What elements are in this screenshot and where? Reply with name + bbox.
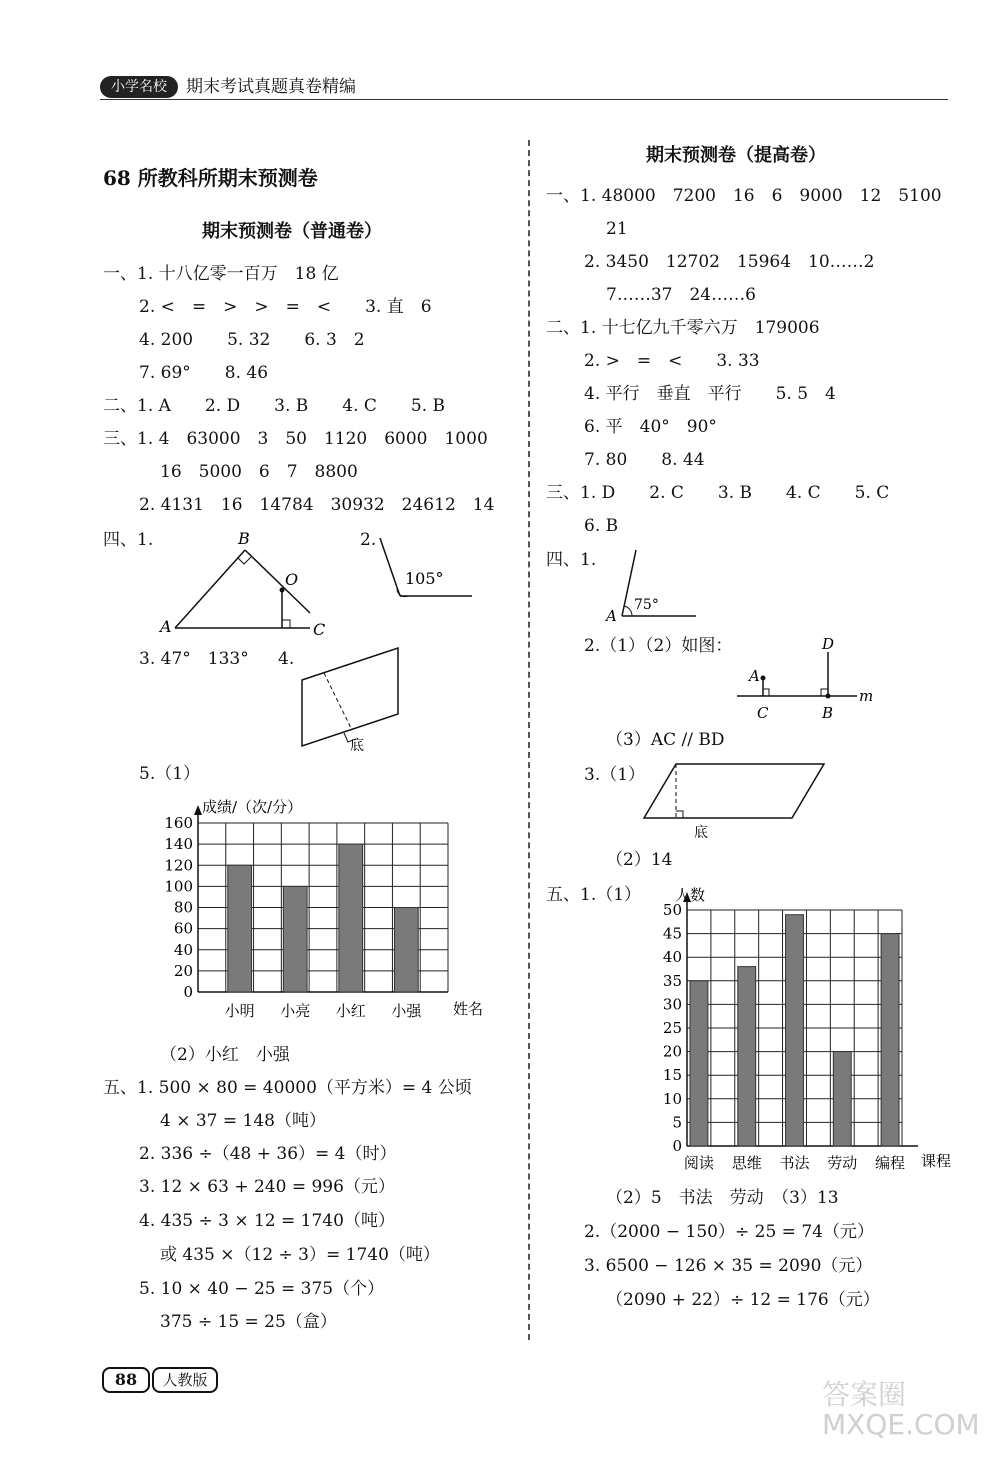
label-A: A: [749, 667, 760, 685]
angle-105-figure: [378, 528, 478, 603]
answer-line: 五、1. 500 × 80 = 40000（平方米）= 4 公顷: [103, 1078, 472, 1098]
answer-line: 2. 4131 16 14784 30932 24612 14: [139, 495, 495, 515]
answer-line: 3. 6500 − 126 × 35 = 2090（元）: [584, 1256, 873, 1276]
answer-line: 16 5000 6 7 8800: [160, 462, 358, 482]
answer-line: （2）小红 小强: [160, 1045, 290, 1065]
answer-line: 二、1. A 2. D 3. B 4. C 5. B: [103, 396, 446, 416]
category-label: 思维: [731, 1154, 762, 1172]
answer-line: 五、1.（1）: [546, 885, 642, 905]
header-badge: 小学名校: [100, 76, 178, 98]
answer-line: 2. < = > > = < 3. 直 6: [139, 297, 432, 317]
bar: [339, 844, 363, 992]
label-B: B: [822, 704, 834, 722]
answer-line: 375 ÷ 15 = 25（盒）: [160, 1312, 337, 1332]
category-label: 劳动: [827, 1154, 858, 1172]
answer-line: 7. 69° 8. 46: [139, 363, 269, 383]
answer-line: 四、1.: [546, 550, 597, 570]
category-label: 编程: [875, 1154, 906, 1172]
answer-line: 5. 10 × 40 − 25 = 375（个）: [139, 1279, 385, 1299]
chart-ylabel: 成绩/（次/分）: [202, 798, 303, 816]
answer-line: （2090 + 22）÷ 12 = 176（元）: [606, 1290, 880, 1310]
parallelogram-figure: [300, 644, 402, 756]
bar: [786, 915, 804, 1146]
page-number: 88: [102, 1367, 150, 1393]
answer-line: 6. 平 40° 90°: [584, 417, 717, 437]
angle-75-figure: [604, 544, 700, 626]
parallelogram-figure: [642, 760, 828, 842]
tick-label: 60: [173, 919, 193, 938]
category-label: 小明: [224, 1002, 255, 1020]
answer-line: 3. 47° 133°: [139, 649, 249, 669]
tick-label: 10: [662, 1089, 682, 1108]
tick-label: 0: [672, 1137, 682, 1155]
answer-line: 2. > = < 3. 33: [584, 351, 760, 371]
category-label: 小红: [335, 1002, 366, 1020]
answer-line: 2. 3450 12702 15964 10……2: [584, 252, 875, 272]
tick-label: 0: [183, 983, 193, 1001]
category-label: 书法: [779, 1154, 810, 1172]
chart-ylabel: 人数: [675, 886, 706, 904]
tick-label: 30: [662, 995, 682, 1014]
answer-line: 7. 80 8. 44: [584, 450, 705, 470]
tick-label: 40: [173, 940, 193, 959]
tick-label: 20: [662, 1042, 682, 1061]
answer-line: 一、1. 十八亿零一百万 18 亿: [103, 264, 339, 284]
label-B: B: [238, 529, 250, 548]
answer-line: 4.: [278, 649, 295, 669]
answer-line: 或 435 ×（12 ÷ 3）= 1740（吨）: [160, 1245, 440, 1265]
triangle-figure: [150, 528, 340, 640]
tick-label: 120: [164, 856, 193, 875]
bar: [283, 886, 307, 992]
category-label: 小强: [391, 1002, 422, 1020]
base-label: 底: [694, 825, 708, 841]
tick-label: 5: [672, 1113, 682, 1132]
tick-label: 40: [662, 948, 682, 967]
answer-line: 7……37 24……6: [606, 285, 756, 305]
answer-line: 2. 336 ÷（48 + 36）= 4（时）: [139, 1144, 397, 1164]
tick-label: 160: [164, 814, 193, 832]
answer-line: 一、1. 48000 7200 16 6 9000 12 5100: [546, 186, 942, 206]
label-C: C: [313, 620, 326, 639]
tick-label: 50: [662, 901, 682, 919]
perpendicular-figure: [735, 632, 880, 724]
answer-line: 4 × 37 = 148（吨）: [160, 1111, 326, 1131]
tick-label: 35: [662, 971, 682, 990]
tick-label: 45: [662, 924, 682, 943]
category-label: 小亮: [280, 1002, 311, 1020]
score-bar-chart: [150, 792, 492, 1027]
bar: [690, 981, 708, 1146]
angle-label: 75°: [634, 597, 659, 613]
base-label: 底: [350, 738, 364, 754]
answer-line: （3）AC // BD: [606, 730, 725, 750]
label-A: A: [606, 607, 617, 625]
bar: [833, 1052, 851, 1146]
angle-label: 105°: [405, 569, 444, 588]
answer-line: 21: [606, 219, 628, 239]
answer-line: 二、1. 十七亿九千零六万 179006: [546, 318, 820, 338]
label-m: m: [859, 687, 874, 705]
answer-line: 三、1. D 2. C 3. B 4. C 5. C: [546, 483, 890, 503]
tick-label: 20: [173, 961, 193, 980]
answer-line: （2）14: [606, 850, 673, 870]
right-section-title: 期末预测卷（提高卷）: [646, 145, 826, 166]
answer-line: 3.（1）: [584, 765, 646, 785]
course-bar-chart: [640, 880, 962, 1180]
answer-line: 3. 12 × 63 + 240 = 996（元）: [139, 1177, 395, 1197]
category-label: 阅读: [683, 1154, 714, 1172]
tick-label: 15: [662, 1066, 682, 1085]
answer-line: 四、1.: [103, 530, 154, 550]
left-section-title: 期末预测卷（普通卷）: [202, 221, 382, 242]
tick-label: 25: [662, 1019, 682, 1037]
answer-line: 5.（1）: [139, 764, 201, 784]
bar: [738, 967, 756, 1146]
header-rule: [100, 99, 948, 100]
label-O: O: [285, 570, 299, 589]
bar: [881, 934, 899, 1146]
label-D: D: [822, 635, 835, 653]
answer-line: 三、1. 4 63000 3 50 1120 6000 1000: [103, 429, 488, 449]
answer-line: 2.（2000 − 150）÷ 25 = 74（元）: [584, 1222, 874, 1242]
tick-label: 80: [173, 898, 193, 917]
tick-label: 100: [164, 877, 193, 896]
answer-line: 2.: [360, 530, 377, 550]
book-title: 68 所教科所期末预测卷: [103, 166, 318, 190]
y-axis-arrow: [194, 805, 202, 815]
chart-xlabel: 课程: [921, 1152, 952, 1170]
answer-line: 4. 平行 垂直 平行 5. 5 4: [584, 384, 836, 404]
watermark: 答案圈 MXQE.COM: [822, 1378, 980, 1441]
label-C: C: [757, 704, 769, 722]
chart-xlabel: 姓名: [453, 1000, 484, 1018]
label-A: A: [160, 617, 172, 636]
bar: [228, 865, 252, 992]
bar: [394, 908, 418, 993]
header-title: 期末考试真题真卷精编: [186, 77, 356, 97]
column-divider: [528, 140, 530, 1340]
answer-line: 6. B: [584, 516, 619, 536]
answer-line: 2.（1）（2）如图：: [584, 636, 733, 656]
tick-label: 140: [164, 835, 193, 854]
answer-line: 4. 435 ÷ 3 × 12 = 1740（吨）: [139, 1211, 395, 1231]
edition-badge: 人教版: [152, 1367, 218, 1393]
answer-line: （2）5 书法 劳动 （3）13: [606, 1188, 839, 1208]
answer-line: 4. 200 5. 32 6. 3 2: [139, 330, 365, 350]
